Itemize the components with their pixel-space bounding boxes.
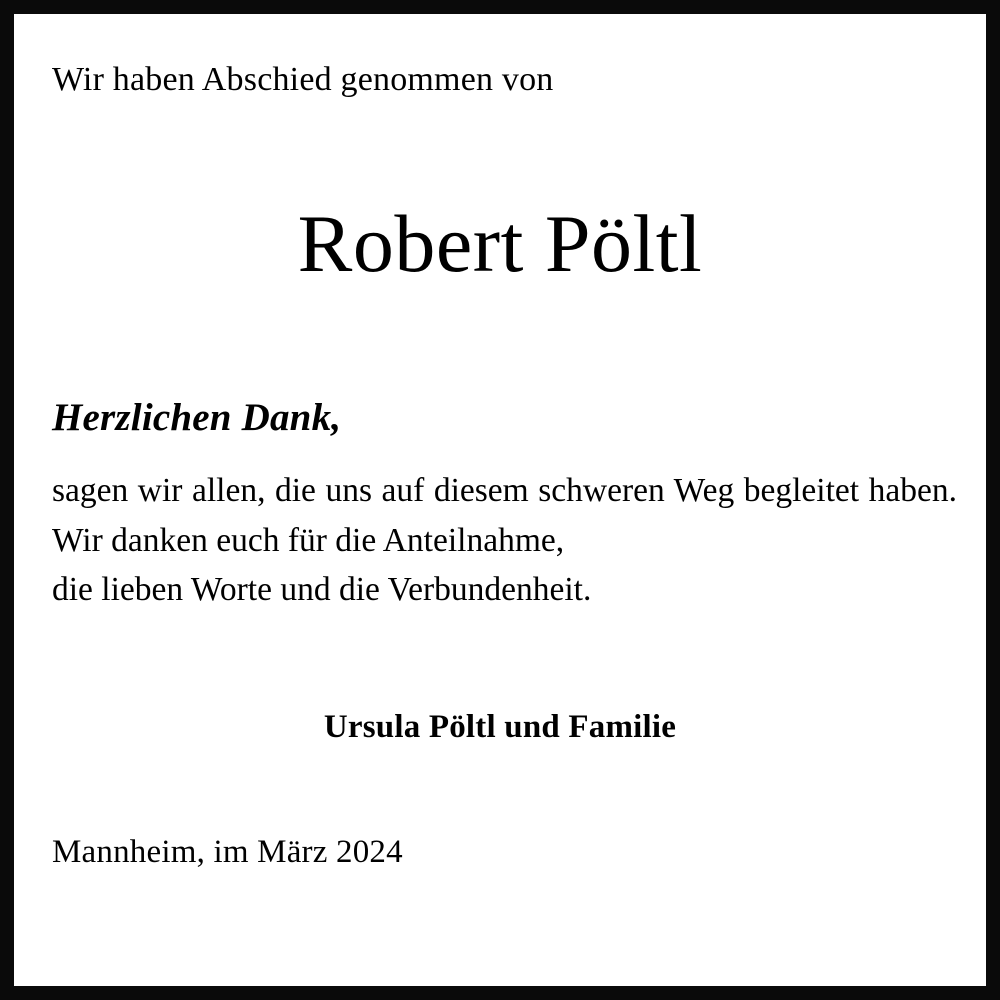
deceased-name: Robert Pöltl — [297, 198, 703, 290]
deceased-name-block — [52, 198, 948, 290]
thanks-body-part1: sagen wir allen, die uns auf diesem schweren Weg begleitet haben. Wir danken euch für die Anteilnahme, — [52, 472, 957, 559]
signature-line: Ursula Pöltl und Familie — [323, 708, 677, 745]
place-and-date: Mannheim, im März 2024 — [52, 833, 403, 870]
intro-line: Wir haben Abschied genommen von — [52, 61, 554, 98]
thanks-body-part2: die lieben Worte und die Verbundenheit. — [52, 571, 592, 609]
thanks-heading: Herzlichen Dank, — [52, 396, 342, 440]
thanks-body — [52, 466, 957, 615]
